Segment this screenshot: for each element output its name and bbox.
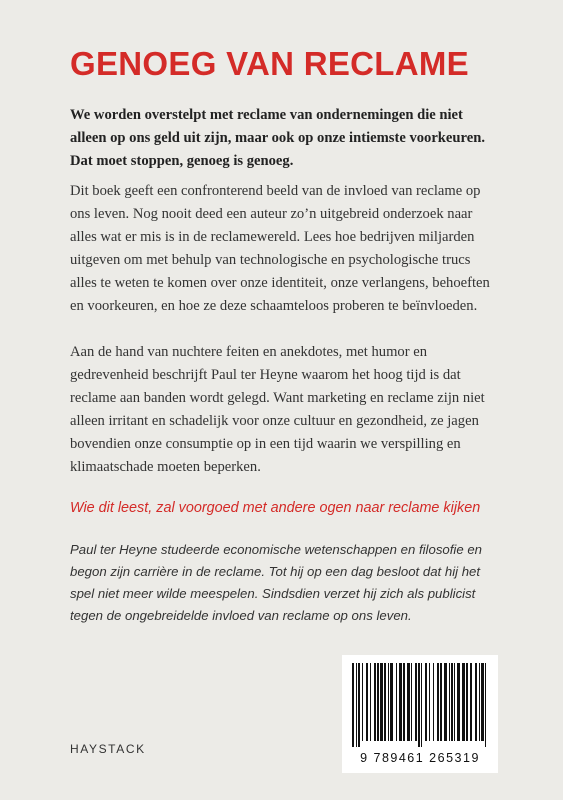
barcode-bar <box>440 663 442 741</box>
barcode-bar <box>429 663 430 741</box>
barcode-bar <box>415 663 417 741</box>
barcode-bar <box>437 663 439 741</box>
tagline-quote: Wie dit leest, zal voorgoed met andere ogen naar reclame kijken <box>70 500 481 516</box>
barcode-bar <box>425 663 427 741</box>
barcode-bar <box>433 663 434 741</box>
barcode-bars <box>348 663 492 747</box>
barcode-bar <box>449 663 450 741</box>
body-paragraph-2: Aan de hand van nuchtere feiten en anekdotes, met humor en gedrevenheid beschrijft Paul ter Heyne waarom het hoog tijd is dat reclame aan banden wordt gelegd. Want marketing en reclame zijn niet alleen irritant en schadelijk voor onze cultuur en gezondheid, ze jagen bovendien onze consumptie op in een tijd waarin we verspilling en klimaatschade moeten beperken. <box>70 344 485 475</box>
barcode-bar <box>485 663 486 747</box>
barcode-bar <box>374 663 376 741</box>
barcode-bar <box>390 663 393 741</box>
isbn-number: 9 789461 265319 <box>360 751 480 765</box>
barcode-bar <box>352 663 354 747</box>
barcode-bar <box>396 663 397 741</box>
barcode-bar <box>370 663 371 741</box>
barcode-bar <box>418 663 420 747</box>
barcode-bar <box>462 663 465 741</box>
barcode-bar <box>454 663 455 741</box>
barcode-bar <box>399 663 402 741</box>
barcode-bar <box>444 663 447 741</box>
body-paragraph-1: Dit boek geeft een confronterend beeld van de invloed van reclame op ons leven. Nog nooit deed een auteur zo’n uitgebreid onderzoek naar alles wat er mis is in de reclamewereld. Lees hoe bedrijven miljarden uitgeven om met behulp van technologische en psychologische trucs alles te weten te komen over onze identiteit, onze verlangens, behoeften en voorkeuren, en hoe ze deze schaamteloos proberen te beïnvloeden. <box>70 183 490 314</box>
author-bio: Paul ter Heyne studeerde economische wetenschappen en filosofie en begon zijn carrière in de reclame. Tot hij op een dag besloot dat hij het spel niet meer wilde meespelen. Sindsdien verzet hij zich als publicist tegen de ongebreidelde invloed van reclame op ons leven. <box>70 542 483 623</box>
barcode-bar <box>384 663 386 741</box>
barcode-bar <box>470 663 472 741</box>
barcode-bar <box>411 663 412 741</box>
book-title: GENOEG VAN RECLAME <box>70 45 469 82</box>
barcode-bar <box>407 663 410 741</box>
barcode-bar <box>377 663 379 741</box>
barcode-bar <box>388 663 389 741</box>
barcode-bar <box>457 663 460 741</box>
intro-paragraph: We worden overstelpt met reclame van ondernemingen die niet alleen op ons geld uit zijn, maar ook op onze intiemste voorkeuren. Dat moet stoppen, genoeg is genoeg. <box>70 107 485 169</box>
barcode-bar <box>403 663 405 741</box>
barcode-bar <box>451 663 453 741</box>
barcode-bar <box>362 663 363 741</box>
barcode-bar <box>421 663 422 747</box>
isbn-barcode <box>342 655 498 773</box>
barcode-bar <box>366 663 368 741</box>
barcode-bar <box>466 663 468 741</box>
publisher-logo: HAYSTACK <box>70 742 146 756</box>
barcode-bar <box>479 663 480 741</box>
barcode-bar <box>358 663 360 747</box>
barcode-bar <box>475 663 477 741</box>
barcode-bar <box>356 663 357 747</box>
barcode-bar <box>380 663 383 741</box>
barcode-bar <box>481 663 484 741</box>
